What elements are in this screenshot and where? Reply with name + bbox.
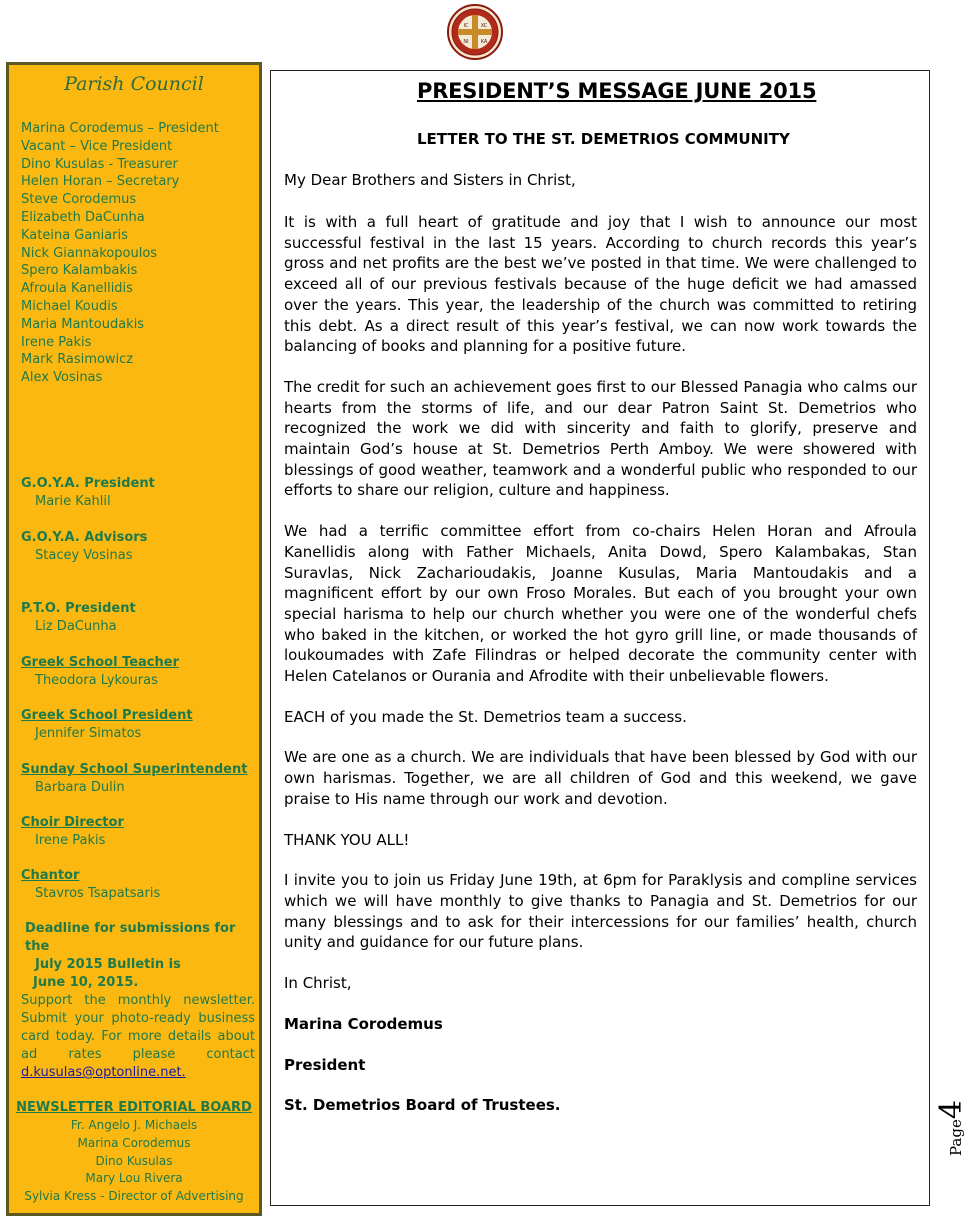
council-member: Steve Corodemus (21, 192, 137, 208)
letter-body (284, 212, 917, 1136)
role-pto-president (21, 600, 136, 636)
council-member: Dino Kusulas - Treasurer (21, 156, 178, 172)
church-seal-icon (447, 4, 503, 60)
role-title: Greek School Teacher (21, 655, 179, 670)
signature-organization: St. Demetrios Board of Trustees. (284, 1096, 561, 1115)
paragraph: EACH of you made the St. Demetrios team a success. (284, 707, 687, 726)
contact-email-link[interactable]: d.kusulas@optonline.net. (21, 1065, 186, 1080)
deadline-line: July 2015 Bulletin is (35, 957, 181, 972)
page-number (934, 1100, 969, 1156)
signature-title: President (284, 1055, 366, 1074)
editorial-board (9, 1099, 259, 1206)
parish-council-title: Parish Council (64, 73, 204, 95)
council-member: Mark Rasimowicz (21, 352, 134, 368)
board-member: Fr. Angelo J. Michaels (70, 1118, 198, 1132)
role-title: Sunday School Superintendent (21, 762, 248, 777)
role-title: Choir Director (21, 815, 124, 830)
role-name: Theodora Lykouras (35, 673, 158, 688)
role-goya-advisors (21, 529, 147, 565)
role-title: Greek School President (21, 708, 193, 723)
page-number-value: 4 (934, 1100, 969, 1120)
role-chantor (21, 867, 160, 903)
board-member: Marina Corodemus (77, 1135, 191, 1150)
deadline-line: June 10, 2015. (33, 975, 139, 990)
paragraph: We are one as a church. We are individuals that have been blessed by God with our own harismas. Together, we are all children of God and this weekend, we gave praise to His name through our work and devotion. (284, 748, 917, 808)
signature-name: Marina Corodemus (284, 1014, 443, 1033)
deadline-line: Deadline for submissions for the (25, 921, 236, 954)
deadline-notice (25, 920, 251, 992)
sidebar (6, 62, 262, 1216)
role-greek-school-teacher (21, 654, 179, 690)
page-label: Page (947, 1119, 965, 1156)
council-member: Nick Giannakopoulos (21, 245, 158, 261)
editorial-board-title: NEWSLETTER EDITORIAL BOARD (16, 1100, 252, 1115)
role-name: Irene Pakis (35, 833, 106, 848)
council-member: Afroula Kanellidis (21, 281, 133, 297)
role-name: Marie Kahlil (35, 494, 111, 509)
role-title: G.O.Y.A. Advisors (21, 530, 148, 545)
paragraph: We had a terrific committee effort from co-chairs Helen Horan and Afroula Kanellidis along with Father Michaels, Anita Dowd, Spero Kalambakas, Stan Suravlas, Nick Zacharioudakis, Joanne Kusulas, Maria Mantoudakis and a magnificent effort by our own Froso Morales. But each of you brought your own special harisma to help our church whether you were one of the wonderful chefs who baked in the kitchen, or worked the hot gyro grill line, or made thousands of loukoumades with Zafe Filindras or helped decorate the community center with Helen Catelanos or Ourania and Afrodite with their unbelievable flowers. (284, 522, 917, 686)
council-member: Maria Mantoudakis (21, 316, 145, 332)
paragraph: THANK YOU ALL! (284, 830, 410, 849)
role-title: Chantor (21, 868, 80, 883)
role-name: Jennifer Simatos (35, 726, 142, 741)
salutation: My Dear Brothers and Sisters in Christ, (284, 171, 576, 189)
board-member: Mary Lou Rivera (85, 1171, 183, 1186)
support-newsletter-text (21, 992, 255, 1082)
council-member: Michael Koudis (21, 298, 118, 314)
role-choir-director (21, 814, 124, 850)
seal-glyph: XC (480, 23, 488, 29)
council-member: Spero Kalambakis (21, 263, 138, 279)
council-member: Irene Pakis (21, 334, 92, 350)
council-member: Marina Corodemus – President (21, 121, 219, 136)
paragraph: The credit for such an achievement goes first to our Blessed Panagia who calms our hearts from the storms of life, and our dear Patron Saint St. Demetrios who recognized the work we did with sincerity and faith to glorify, preserve and maintain God’s house at St. Demetrios Perth Amboy. We were showered with blessings of good weather, teamwork and a wonderful public who responded to our efforts to share our religion, culture and happiness. (284, 377, 917, 500)
board-member: Dino Kusulas (95, 1153, 173, 1168)
seal-glyph: KA (480, 39, 488, 45)
role-greek-school-president (21, 707, 193, 743)
closing: In Christ, (284, 974, 352, 993)
presidents-message-panel (270, 70, 930, 1206)
paragraph: I invite you to join us Friday June 19th, at 6pm for Paraklysis and compline services which we will have monthly to give thanks to Panagia and St. Demetrios for our many blessings and to ask for their intercessions for our families’ health, church unity and guidance for our future plans. (284, 871, 917, 952)
role-name: Stavros Tsapatsaris (35, 886, 161, 901)
council-list (21, 120, 219, 387)
seal-glyph: NI (463, 39, 469, 45)
role-goya-president (21, 475, 155, 511)
board-member: Sylvia Kress - Director of Advertising (24, 1189, 244, 1204)
role-name: Stacey Vosinas (35, 548, 133, 563)
role-title: P.T.O. President (21, 601, 136, 616)
council-member: Vacant – Vice President (21, 138, 173, 154)
role-name: Liz DaCunha (35, 619, 117, 634)
council-member: Kateina Ganiaris (21, 227, 128, 243)
role-title: G.O.Y.A. President (21, 476, 155, 491)
council-member: Alex Vosinas (21, 370, 103, 386)
council-member: Elizabeth DaCunha (21, 209, 145, 225)
role-name: Barbara Dulin (35, 780, 125, 795)
page-title: PRESIDENT’S MESSAGE JUNE 2015 (417, 79, 817, 103)
role-sunday-school-superintendent (21, 761, 247, 797)
letter-subtitle: LETTER TO THE ST. DEMETRIOS COMMUNITY (417, 130, 790, 148)
support-text: Support the monthly newsletter. Submit your photo-ready business card today. For more details about ad rates please contact (21, 993, 255, 1062)
paragraph: It is with a full heart of gratitude and joy that I wish to announce our most successful festival in the last 15 years. According to church records this year’s gross and net profits are the best we’ve posted in that time. We were challenged to exceed all of our previous festivals because of the huge deficit we had amassed over the years. This year, the leadership of the church was committed to retiring this debt. As a direct result of this year’s festival, we can now work towards the balancing of books and planning for a positive future. (284, 213, 917, 356)
council-member: Helen Horan – Secretary (21, 174, 180, 190)
seal-glyph: IC (463, 23, 469, 29)
